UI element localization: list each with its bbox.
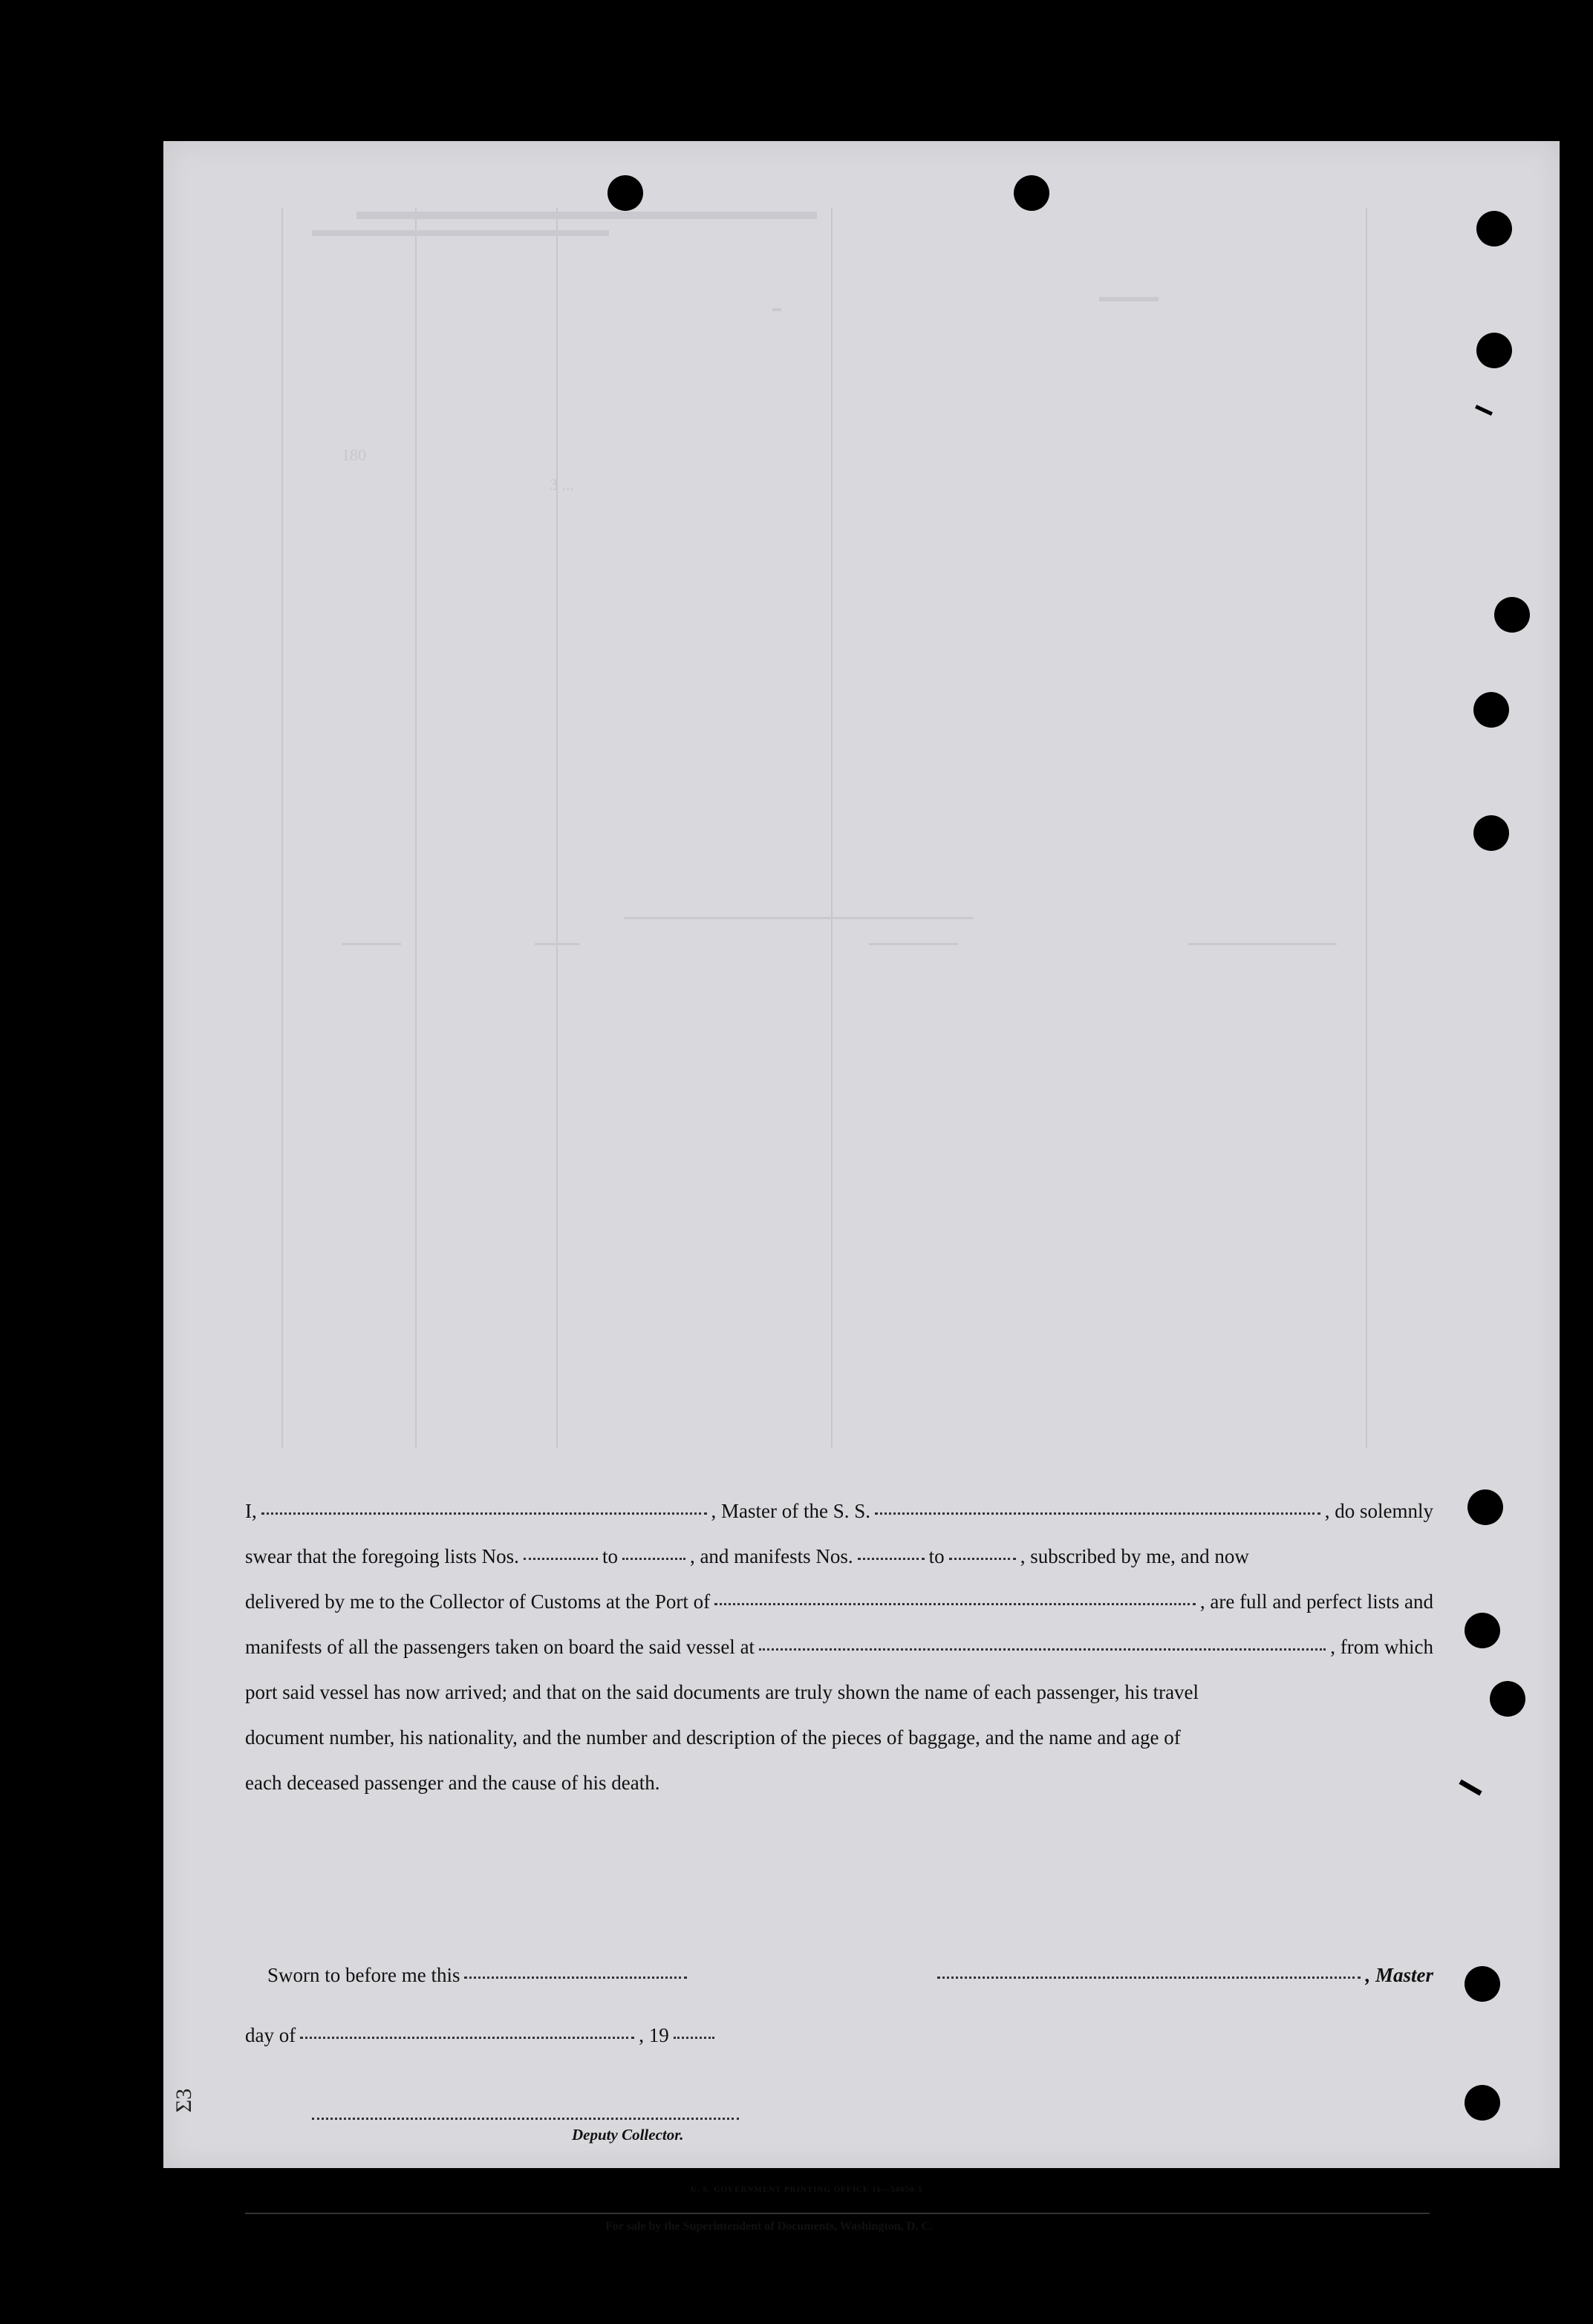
oath-line-6: document number, his nationality, and the number and description of the pieces of baggage, and the name and age of [245,1726,1181,1749]
lists-to-field[interactable] [622,1558,685,1560]
vessel-name-field[interactable] [875,1512,1320,1515]
oath-line-3 [245,1579,1433,1625]
sworn-row [245,1964,1433,1987]
oath-text: , and manifests Nos. [689,1545,853,1567]
lists-from-field[interactable] [524,1558,598,1560]
oath-text: , are full and perfect lists and [1199,1590,1433,1613]
punch-hole [1465,1613,1500,1648]
oath-line-5: port said vessel has now arrived; and that on the said documents are truly shown the name of each passenger, his travel [245,1681,1199,1703]
oath-line-7: each deceased passenger and the cause of his death. [245,1772,660,1794]
punch-hole [1490,1681,1525,1717]
manifest-sheet [163,141,1560,2233]
punch-hole [1465,1966,1500,2002]
oath-line-1 [245,1489,1433,1534]
oath-text: I, [245,1500,257,1522]
oath-line-4 [245,1625,1433,1670]
punch-hole [1465,2085,1500,2121]
svg-text:3 ...: 3 ... [550,475,574,494]
oath-text: , subscribed by me, and now [1020,1545,1249,1567]
oath-text: manifests of all the passengers taken on board the said vessel at [245,1636,755,1658]
punch-hole [1476,333,1512,368]
punch-hole [1473,692,1509,728]
sworn-section [245,1964,1433,2084]
oath-paragraph [245,1489,1433,1806]
sworn-date-field[interactable] [464,1977,687,1979]
printing-office-note: U. S. GOVERNMENT PRINTING OFFICE 16—54650-5 [691,2185,923,2194]
oath-text: , do solemnly [1324,1500,1434,1522]
sworn-label: Sworn to before me this [267,1964,460,1986]
year-label: , 19 [639,2024,669,2046]
oath-text: , Master of the S. S. [711,1500,870,1522]
punch-hole [1494,597,1530,633]
margin-note: Σ3 [172,2088,197,2113]
manifests-to-field[interactable] [949,1558,1016,1560]
port-field[interactable] [714,1603,1196,1605]
for-sale-note: For sale by the Superintendent of Documents, Washington, D. C. [605,2220,933,2233]
oath-text: , from which [1330,1636,1433,1658]
day-of-label: day of [245,2024,296,2046]
year-field[interactable] [674,2037,714,2039]
footer-rule [245,2213,1430,2214]
oath-text: to [602,1545,618,1567]
oath-text: delivered by me to the Collector of Customs at the Port of [245,1590,711,1613]
day-row [245,2024,1433,2047]
master-label: , Master [1365,1964,1433,1986]
punch-hole [1467,1489,1503,1525]
oath-line-2 [245,1534,1433,1579]
punch-hole [1014,175,1049,211]
deputy-collector-label: Deputy Collector. [572,2126,684,2144]
svg-text:180: 180 [342,445,366,464]
day-of-field[interactable] [300,2037,634,2039]
master-name-field[interactable] [261,1512,707,1515]
manifests-from-field[interactable] [858,1558,925,1560]
punch-hole [1473,815,1509,851]
deputy-signature-line[interactable] [312,2118,739,2120]
departure-port-field[interactable] [759,1648,1326,1651]
oath-text: to [928,1545,945,1567]
faded-table-grid [163,141,1560,2168]
punch-hole [607,175,643,211]
punch-hole [1476,211,1512,247]
oath-text: swear that the foregoing lists Nos. [245,1545,519,1567]
master-signature-field[interactable] [937,1977,1361,1979]
